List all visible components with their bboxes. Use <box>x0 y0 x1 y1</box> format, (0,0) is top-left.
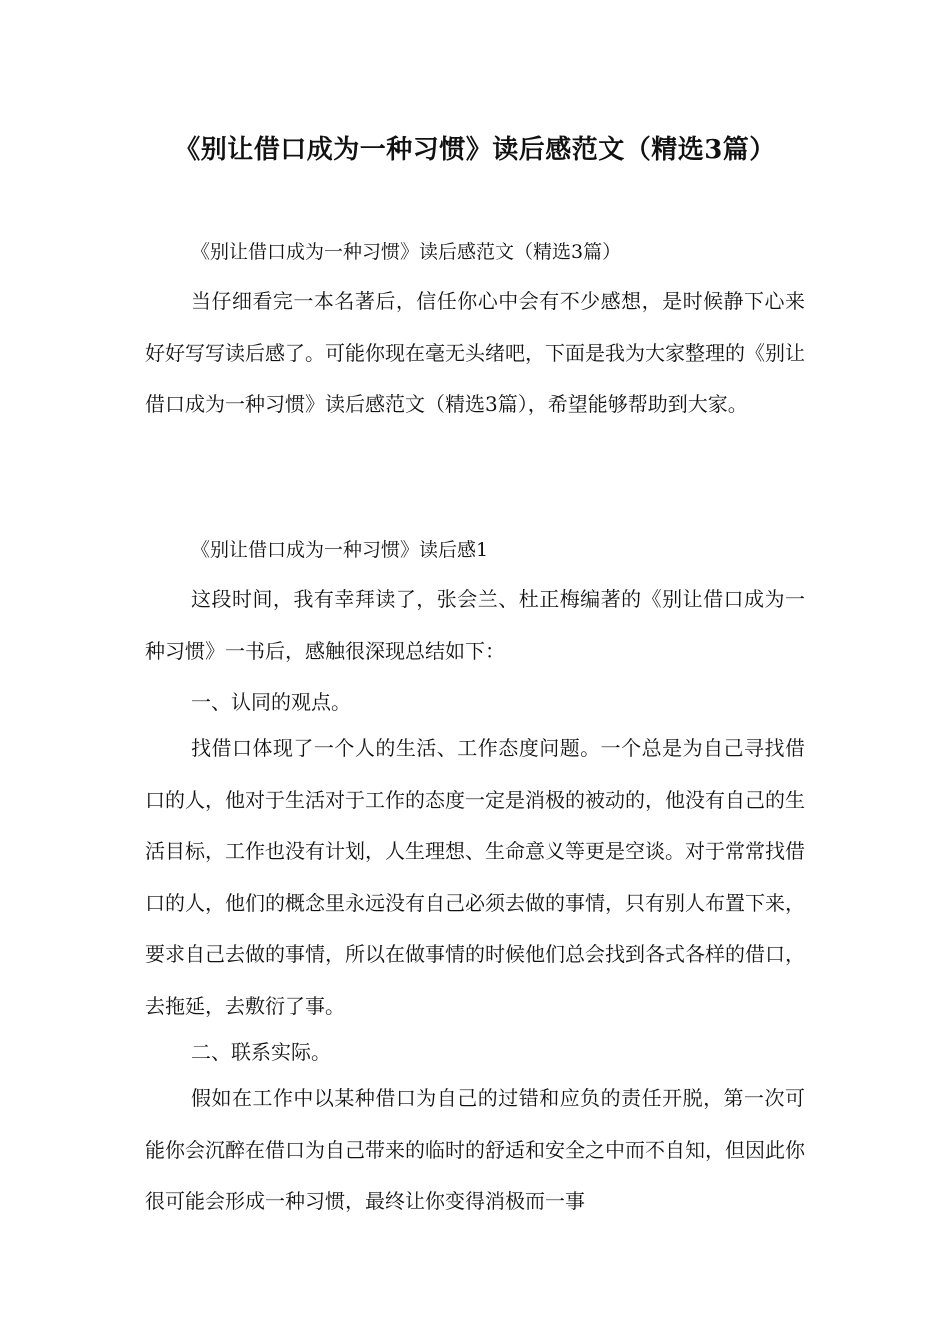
document-title: 《别让借口成为一种习惯》读后感范文（精选3篇） <box>174 135 776 165</box>
essay1-heading: 《别让借口成为一种习惯》读后感1 <box>191 539 489 561</box>
essay1-section-heading-1: 一、认同的观点。 <box>191 690 351 714</box>
essay1-section-heading-2: 二、联系实际。 <box>191 1040 331 1064</box>
essay1-paragraph-2: 找借口体现了一个人的生活、工作态度问题。一个总是为自己寻找借口的人，他对于生活对于工作的态度一定是消极的被动的，他没有自己的生活目标，工作也没有计划，人生理想、生命意义等更是空谈。对于常常找借口的人，他们的概念里永远没有自己必须去做的事情，只有别人布置下来，要求自己去做的事情，所以在做事情的时候他们总会找到各式各样的借口，去拖延，去敷衍了事。 <box>145 736 805 1018</box>
intro-heading: 《别让借口成为一种习惯》读后感范文（精选3篇） <box>191 241 622 263</box>
intro-paragraph: 当仔细看完一本名著后，信任你心中会有不少感想，是时候静下心来好好写写读后感了。可能你现在毫无头绪吧，下面是我为大家整理的《别让借口成为一种习惯》读后感范文（精选3篇），希望能够帮助到大家。 <box>145 289 805 416</box>
essay1-paragraph-3: 假如在工作中以某种借口为自己的过错和应负的责任开脱，第一次可能你会沉醉在借口为自己带来的临时的舒适和安全之中而不自知，但因此你很可能会形成一种习惯，最终让你变得消极而一事 <box>145 1086 805 1213</box>
essay1-paragraph-1: 这段时间，我有幸拜读了，张会兰、杜正梅编著的《别让借口成为一种习惯》一书后，感触很深现总结如下： <box>145 587 805 663</box>
